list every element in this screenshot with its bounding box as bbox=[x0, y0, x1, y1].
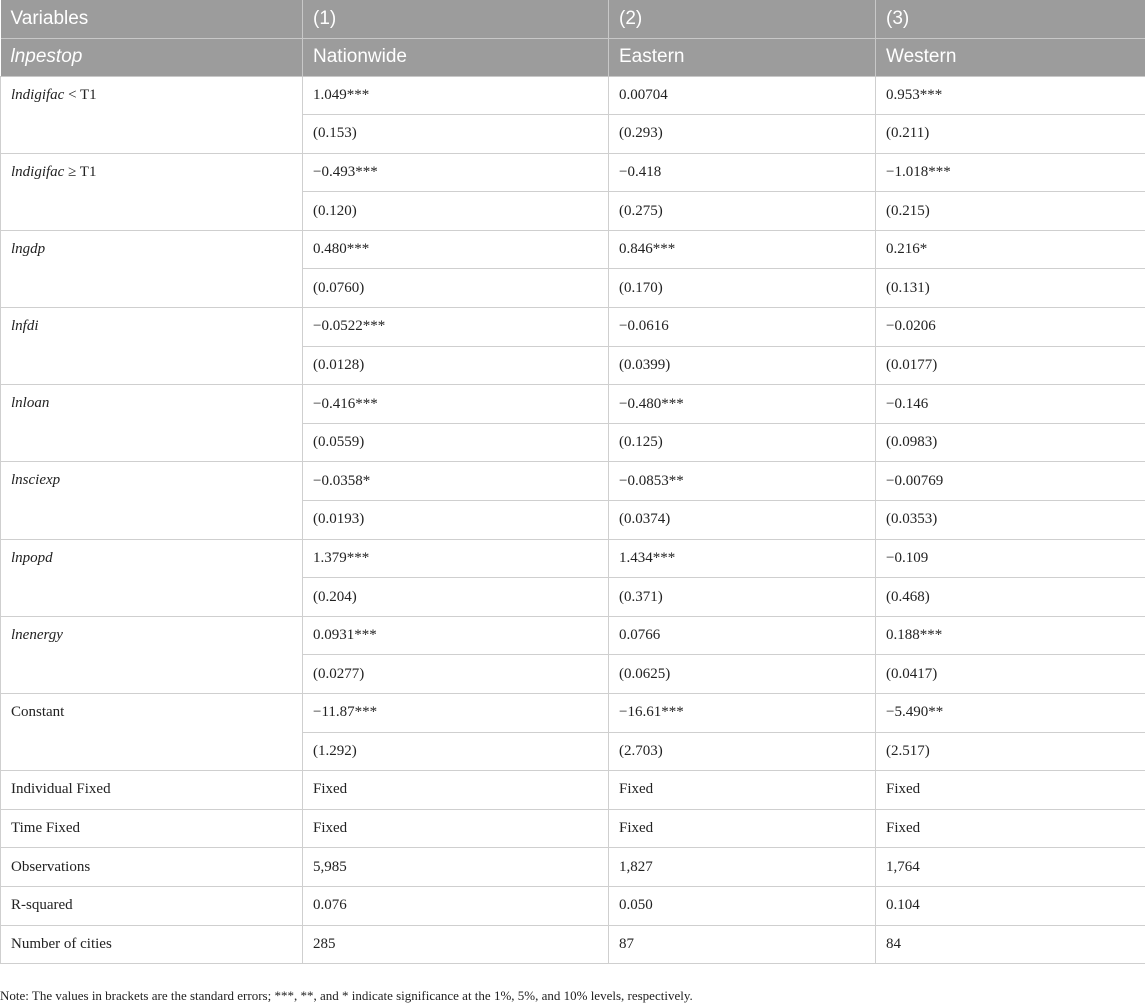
coefficient-row bbox=[1, 385, 1145, 424]
coefficient-cell: −16.61*** bbox=[609, 694, 876, 733]
coefficient-row bbox=[1, 153, 1145, 192]
coefficient-cell: −0.480*** bbox=[609, 385, 876, 424]
statistic-value: 87 bbox=[609, 925, 876, 964]
standard-error-cell: (0.293) bbox=[609, 115, 876, 154]
standard-error-cell: (0.0177) bbox=[876, 346, 1145, 385]
standard-error-cell: (2.517) bbox=[876, 732, 1145, 771]
statistic-value: 0.076 bbox=[303, 886, 609, 925]
standard-error-cell: (0.204) bbox=[303, 578, 609, 617]
standard-error-cell: (0.170) bbox=[609, 269, 876, 308]
coefficient-cell: −0.416*** bbox=[303, 385, 609, 424]
coefficient-cell: 0.188*** bbox=[876, 616, 1145, 655]
coefficient-cell: −0.418 bbox=[609, 153, 876, 192]
coefficient-cell: −0.146 bbox=[876, 385, 1145, 424]
coefficient-cell: −1.018*** bbox=[876, 153, 1145, 192]
statistic-value: 0.104 bbox=[876, 886, 1145, 925]
variable-name bbox=[1, 230, 303, 307]
standard-error-cell: (0.0399) bbox=[609, 346, 876, 385]
statistic-value: Fixed bbox=[609, 809, 876, 848]
statistic-row bbox=[1, 925, 1145, 964]
standard-error-cell: (0.120) bbox=[303, 192, 609, 231]
coefficient-cell: −11.87*** bbox=[303, 694, 609, 733]
variable-name bbox=[1, 308, 303, 385]
standard-error-cell: (0.131) bbox=[876, 269, 1145, 308]
standard-error-cell: (0.0277) bbox=[303, 655, 609, 694]
variable-label: lndigifac bbox=[11, 163, 65, 180]
standard-error-cell: (0.371) bbox=[609, 578, 876, 617]
variable-name bbox=[1, 539, 303, 616]
standard-error-cell: (0.0625) bbox=[609, 655, 876, 694]
statistic-value: Fixed bbox=[303, 771, 609, 810]
statistic-row bbox=[1, 848, 1145, 887]
standard-error-cell: (0.125) bbox=[609, 423, 876, 462]
statistic-value: Fixed bbox=[876, 809, 1145, 848]
coefficient-row bbox=[1, 462, 1145, 501]
coefficient-cell: 0.00704 bbox=[609, 76, 876, 115]
coefficient-cell: −0.0358* bbox=[303, 462, 609, 501]
statistic-value: Fixed bbox=[609, 771, 876, 810]
header-row-samples bbox=[1, 38, 1145, 76]
coefficient-cell: 1.379*** bbox=[303, 539, 609, 578]
header-col-1: (1) bbox=[303, 0, 609, 38]
statistic-label: R-squared bbox=[1, 886, 303, 925]
statistic-label: Time Fixed bbox=[1, 809, 303, 848]
variable-name bbox=[1, 616, 303, 693]
coefficient-cell: −0.00769 bbox=[876, 462, 1145, 501]
variable-label: lndigifac bbox=[11, 86, 65, 103]
coefficient-cell: −0.109 bbox=[876, 539, 1145, 578]
standard-error-cell: (0.153) bbox=[303, 115, 609, 154]
standard-error-cell: (0.0353) bbox=[876, 501, 1145, 540]
variable-name bbox=[1, 153, 303, 230]
variable-label: lnfdi bbox=[11, 318, 39, 335]
coefficient-row bbox=[1, 76, 1145, 115]
coefficient-cell: −0.0616 bbox=[609, 308, 876, 347]
statistic-value: 84 bbox=[876, 925, 1145, 964]
coefficient-cell: −0.0853** bbox=[609, 462, 876, 501]
statistic-row bbox=[1, 886, 1145, 925]
header-dependent-variable: lnpestop bbox=[1, 38, 303, 76]
coefficient-cell: 0.0766 bbox=[609, 616, 876, 655]
coefficient-cell: 1.434*** bbox=[609, 539, 876, 578]
header-western: Western bbox=[876, 38, 1145, 76]
standard-error-cell: (0.0417) bbox=[876, 655, 1145, 694]
standard-error-cell: (0.0374) bbox=[609, 501, 876, 540]
coefficient-cell: 0.480*** bbox=[303, 230, 609, 269]
standard-error-cell: (2.703) bbox=[609, 732, 876, 771]
statistic-label: Observations bbox=[1, 848, 303, 887]
variable-threshold: < T1 bbox=[64, 86, 97, 103]
standard-error-cell: (0.0128) bbox=[303, 346, 609, 385]
standard-error-cell: (1.292) bbox=[303, 732, 609, 771]
statistic-value: 1,764 bbox=[876, 848, 1145, 887]
header-eastern: Eastern bbox=[609, 38, 876, 76]
variable-label: lnloan bbox=[11, 395, 50, 412]
coefficient-row bbox=[1, 230, 1145, 269]
variable-name bbox=[1, 385, 303, 462]
standard-error-cell: (0.211) bbox=[876, 115, 1145, 154]
coefficient-row bbox=[1, 616, 1145, 655]
coefficient-cell: −0.0206 bbox=[876, 308, 1145, 347]
statistic-value: Fixed bbox=[303, 809, 609, 848]
table-body bbox=[1, 76, 1145, 964]
variable-label: Constant bbox=[11, 704, 65, 720]
coefficient-row bbox=[1, 308, 1145, 347]
standard-error-cell: (0.0559) bbox=[303, 423, 609, 462]
statistic-label: Number of cities bbox=[1, 925, 303, 964]
standard-error-cell: (0.215) bbox=[876, 192, 1145, 231]
statistic-value: 1,827 bbox=[609, 848, 876, 887]
header-col-3: (3) bbox=[876, 0, 1145, 38]
variable-threshold: ≥ T1 bbox=[64, 163, 97, 180]
statistic-value: Fixed bbox=[876, 771, 1145, 810]
coefficient-cell: −0.493*** bbox=[303, 153, 609, 192]
standard-error-cell: (0.0983) bbox=[876, 423, 1145, 462]
statistic-row bbox=[1, 771, 1145, 810]
statistic-label: Individual Fixed bbox=[1, 771, 303, 810]
variable-name bbox=[1, 694, 303, 771]
coefficient-cell: −0.0522*** bbox=[303, 308, 609, 347]
variable-name bbox=[1, 462, 303, 539]
statistic-value: 285 bbox=[303, 925, 609, 964]
standard-error-cell: (0.275) bbox=[609, 192, 876, 231]
variable-label: lnsciexp bbox=[11, 472, 61, 489]
table-note: Note: The values in brackets are the standard errors; ***, **, and * indicate significance at the 1%, 5%, and 10% levels, respectively. bbox=[0, 988, 693, 1003]
statistic-row bbox=[1, 809, 1145, 848]
variable-name bbox=[1, 76, 303, 153]
header-variables: Variables bbox=[1, 0, 303, 38]
coefficient-cell: 0.0931*** bbox=[303, 616, 609, 655]
coefficient-cell: 0.216* bbox=[876, 230, 1145, 269]
coefficient-cell: 0.846*** bbox=[609, 230, 876, 269]
header-col-2: (2) bbox=[609, 0, 876, 38]
variable-label: lnpopd bbox=[11, 549, 53, 566]
coefficient-cell: 1.049*** bbox=[303, 76, 609, 115]
header-nationwide: Nationwide bbox=[303, 38, 609, 76]
coefficient-cell: 0.953*** bbox=[876, 76, 1145, 115]
coefficient-cell: −5.490** bbox=[876, 694, 1145, 733]
statistic-value: 0.050 bbox=[609, 886, 876, 925]
standard-error-cell: (0.0193) bbox=[303, 501, 609, 540]
variable-label: lnenergy bbox=[11, 626, 63, 643]
table-header bbox=[1, 0, 1145, 76]
variable-label: lngdp bbox=[11, 240, 46, 257]
statistic-value: 5,985 bbox=[303, 848, 609, 887]
coefficient-row bbox=[1, 694, 1145, 733]
coefficient-row bbox=[1, 539, 1145, 578]
standard-error-cell: (0.468) bbox=[876, 578, 1145, 617]
standard-error-cell: (0.0760) bbox=[303, 269, 609, 308]
header-row-columns bbox=[1, 0, 1145, 38]
